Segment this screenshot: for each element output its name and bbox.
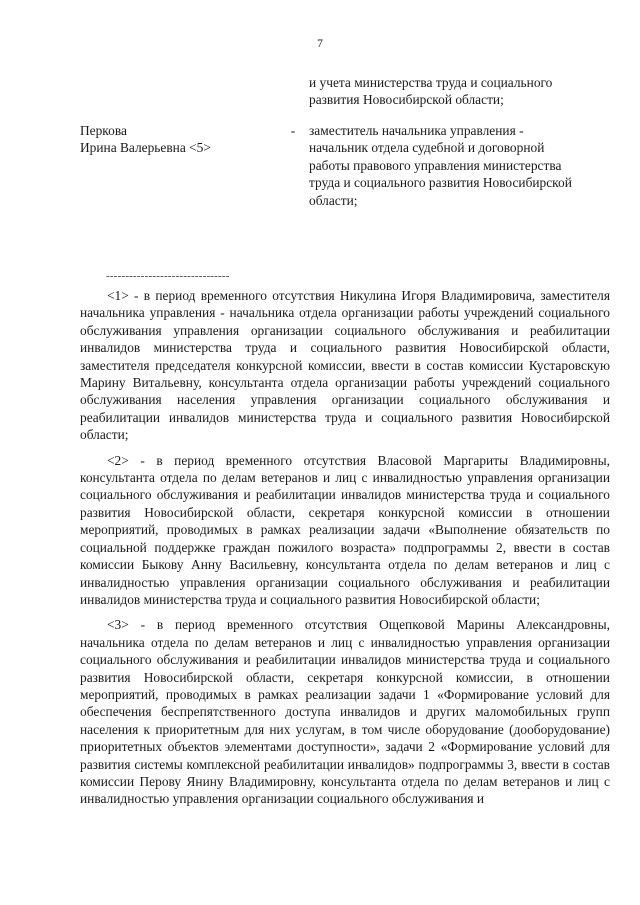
footnote-line: развития Новосибирской области, заместителя председателя конкурсной комиссии, (80, 340, 610, 373)
footnote-line: труда и социального развития Новосибирской области, секретаря конкурсной (80, 652, 610, 685)
footnote-separator: -------------------------------- (106, 270, 230, 282)
footnote-line: организации социального обслуживания и реабилитации инвалидов министерства (80, 574, 610, 607)
footnote-line: труда и социального развития Новосибирской области; (225, 591, 540, 607)
footnote-line: доступности», задачи 2 «Формирование условий для развития системы (80, 739, 610, 772)
footnote-line: «Формирование условий для обеспечения беспрепятственного доступа инвалидов (80, 686, 610, 720)
page-number: 7 (317, 38, 323, 50)
footnotes (80, 287, 610, 816)
footnote-line: учреждений социального обслуживания управления организации социального (80, 305, 610, 338)
role-line: заместитель начальника управления - (309, 123, 524, 138)
footnote-line: обслуживания и реабилитации инвалидов министерства труда и социального (80, 322, 610, 356)
member-name (80, 122, 285, 157)
footnote-line: ввести в состав комиссии Кустаровскую Марину Витальевну, консультанта отдела (80, 357, 610, 391)
footnote-line: Перову Янину Владимировну, консультанта отдела по делам ветеранов и лиц с (139, 773, 610, 789)
footnote-line: министерства труда и социального развития Новосибирской области; (80, 409, 610, 443)
member-role (309, 122, 610, 209)
role-line: начальник отдела судебной и договорной (309, 140, 545, 156)
footnote-line: и других маломобильных групп населения к приоритетным для них услугам, в том (80, 704, 610, 737)
footnote-line: управления организации социального обслуживания и реабилитации инвалидов (80, 392, 610, 425)
footnote-line: начальника отдела по делам ветеранов и лиц с инвалидностью управления (80, 634, 532, 650)
footnote-line: комиссии в отношении мероприятий, проводимых в рамках реализации задачи (80, 504, 610, 538)
footnote-line: консультанта отдела по делам ветеранов и лиц с инвалидностью управления (80, 557, 610, 590)
footnote-line: числе оборудование (дооборудование) приоритетных объектов элементами (80, 721, 610, 755)
member-surname: Перкова (80, 123, 127, 138)
footnote-2 (80, 452, 610, 609)
footnote-3 (80, 616, 610, 807)
footnote-line: заместителя начальника управления - начальника отдела организации работы (80, 288, 610, 321)
footnote-line: труда и социального развития Новосибирской области, секретаря конкурсной (80, 487, 610, 520)
role-line: труда и социального развития Новосибирской (309, 175, 572, 191)
continuation-line: и учета министерства труда и социального (309, 75, 553, 90)
footnote-line: организации социального обслуживания и реабилитации инвалидов министерства (80, 470, 610, 503)
footnote-line: инвалидностью управления организации социального обслуживания и (80, 791, 485, 807)
footnote-line: «Выполнение обязательств по социальной поддержке граждан пожилого возраста» (80, 522, 610, 555)
footnote-line: комиссии, в отношении мероприятий, проводимых в рамках реализации задачи 1 (80, 669, 610, 702)
footnote-line: <2> - в период временного отсутствия Власовой Маргариты Владимировны, (107, 452, 610, 468)
member-given-names: Ирина Валерьевна <5> (80, 140, 211, 156)
footnote-line: комплексной реабилитации инвалидов» подпрограммы 3, ввести в состав комиссии (80, 756, 610, 789)
continuation-text (309, 74, 610, 109)
role-line: области; (309, 192, 358, 208)
footnote-1 (80, 287, 610, 444)
footnote-line: подпрограммы 2, ввести в состав комиссии Быкову Анну Васильевну, (80, 539, 611, 573)
role-line: работы правового управления министерства (309, 157, 562, 173)
footnote-line: <1> - в период временного отсутствия Никулина Игоря Владимировича, (107, 288, 536, 303)
member-dash: - (290, 123, 296, 138)
footnote-line: организации социального обслуживания и реабилитации инвалидов министерства (80, 634, 610, 668)
footnote-line: <3> - в период временного отсутствия Ощепковой Марины Александровны, (107, 617, 610, 633)
footnote-line: консультанта отдела по делам ветеранов и лиц с инвалидностью управления (80, 470, 533, 486)
footnote-line: организации работы учреждений социального обслуживания населения (80, 375, 610, 408)
continuation-line: развития Новосибирской области; (309, 92, 504, 108)
